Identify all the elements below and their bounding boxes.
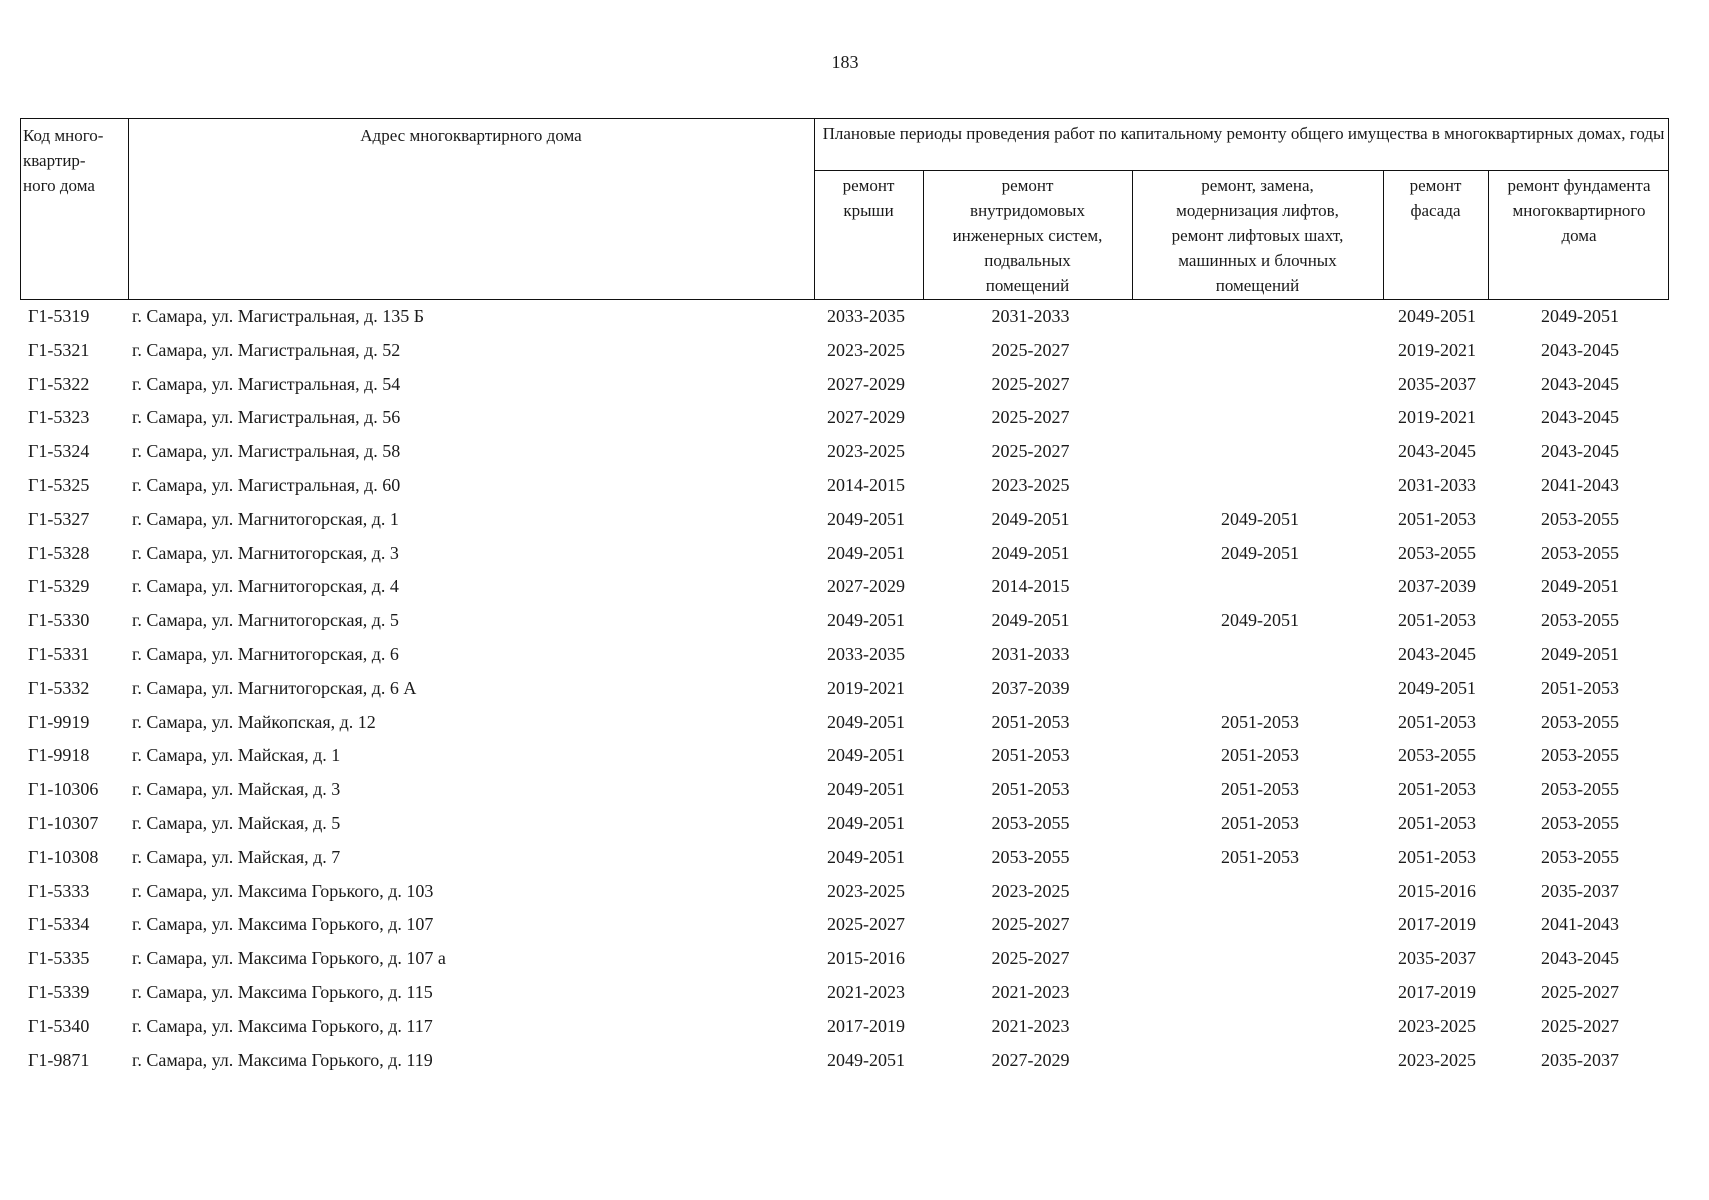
cell-roof: 2033-2035 — [827, 306, 905, 326]
table-row — [20, 1044, 1669, 1078]
table-header — [20, 118, 1669, 300]
cell-foundation: 2041-2043 — [1541, 474, 1619, 495]
cell-code: Г1-5325 — [28, 474, 90, 495]
cell-facade: 2023-2025 — [1398, 1049, 1476, 1070]
cell-lifts: 2051-2053 — [1221, 745, 1299, 766]
table-row — [20, 300, 1669, 334]
cell-foundation: 2053-2055 — [1541, 745, 1619, 766]
cell-lifts: 2049-2051 — [1221, 542, 1299, 563]
cell-foundation: 2053-2055 — [1541, 846, 1619, 867]
cell-lifts: 2051-2053 — [1221, 711, 1299, 732]
table-row — [20, 976, 1669, 1010]
cell-foundation: 2049-2051 — [1541, 306, 1619, 326]
cell-foundation: 2025-2027 — [1541, 981, 1619, 1002]
cell-roof: 2049-2051 — [827, 610, 905, 631]
cell-roof: 2023-2025 — [827, 441, 905, 462]
header-roof: ремонт крыши — [842, 176, 895, 220]
cell-foundation: 2053-2055 — [1541, 812, 1619, 833]
cell-systems: 2051-2053 — [991, 779, 1070, 800]
table-row — [20, 570, 1669, 604]
cell-systems: 2037-2039 — [991, 677, 1070, 698]
cell-code: Г1-9918 — [28, 745, 90, 766]
cell-systems: 2021-2023 — [991, 981, 1070, 1002]
cell-systems: 2025-2027 — [991, 441, 1070, 462]
cell-facade: 2035-2037 — [1398, 948, 1476, 969]
cell-facade: 2051-2053 — [1398, 846, 1476, 867]
cell-facade: 2049-2051 — [1398, 306, 1476, 326]
header-systems: ремонт внутридомовых инженерных систем, подвальных помещений — [952, 176, 1103, 295]
cell-code: Г1-10308 — [28, 846, 99, 867]
cell-address: г. Самара, ул. Майкопская, д. 12 — [132, 711, 376, 732]
cell-foundation: 2049-2051 — [1541, 576, 1619, 597]
cell-code: Г1-5329 — [28, 576, 90, 597]
cell-address: г. Самара, ул. Магнитогорская, д. 1 — [132, 508, 399, 529]
cell-address: г. Самара, ул. Максима Горького, д. 107 — [132, 914, 434, 935]
cell-code: Г1-10306 — [28, 779, 99, 800]
cell-roof: 2049-2051 — [827, 508, 905, 529]
cell-foundation: 2035-2037 — [1541, 880, 1619, 901]
cell-code: Г1-5328 — [28, 542, 90, 563]
cell-foundation: 2043-2045 — [1541, 441, 1619, 462]
cell-roof: 2049-2051 — [827, 745, 905, 766]
cell-lifts: 2051-2053 — [1221, 779, 1299, 800]
cell-code: Г1-5331 — [28, 643, 90, 664]
cell-code: Г1-5322 — [28, 373, 90, 394]
table-row — [20, 368, 1669, 402]
cell-address: г. Самара, ул. Магистральная, д. 60 — [132, 474, 401, 495]
cell-code: Г1-5323 — [28, 407, 90, 428]
cell-address: г. Самара, ул. Максима Горького, д. 103 — [132, 880, 434, 901]
cell-address: г. Самара, ул. Магистральная, д. 56 — [132, 407, 401, 428]
header-facade: ремонт фасада — [1409, 176, 1462, 220]
cell-foundation: 2049-2051 — [1541, 643, 1619, 664]
cell-systems: 2049-2051 — [991, 610, 1070, 631]
cell-address: г. Самара, ул. Майская, д. 3 — [132, 779, 341, 800]
cell-roof: 2017-2019 — [827, 1015, 905, 1036]
cell-roof: 2049-2051 — [827, 1049, 905, 1070]
cell-facade: 2017-2019 — [1398, 914, 1476, 935]
cell-roof: 2019-2021 — [827, 677, 905, 698]
cell-address: г. Самара, ул. Майская, д. 1 — [132, 745, 341, 766]
cell-roof: 2027-2029 — [827, 407, 905, 428]
table-row — [20, 604, 1669, 638]
cell-lifts: 2051-2053 — [1221, 812, 1299, 833]
cell-foundation: 2053-2055 — [1541, 610, 1619, 631]
table-row — [20, 773, 1669, 807]
cell-systems: 2021-2023 — [991, 1015, 1070, 1036]
cell-foundation: 2051-2053 — [1541, 677, 1619, 698]
cell-facade: 2051-2053 — [1398, 711, 1476, 732]
table-row — [20, 401, 1669, 435]
cell-systems: 2014-2015 — [991, 576, 1070, 597]
cell-foundation: 2043-2045 — [1541, 407, 1619, 428]
cell-systems: 2051-2053 — [991, 745, 1070, 766]
cell-code: Г1-10307 — [28, 812, 99, 833]
cell-code: Г1-5340 — [28, 1015, 90, 1036]
cell-facade: 2053-2055 — [1398, 745, 1476, 766]
cell-code: Г1-5319 — [28, 306, 90, 326]
cell-address: г. Самара, ул. Магистральная, д. 135 Б — [132, 306, 425, 326]
cell-code: Г1-5335 — [28, 948, 90, 969]
cell-systems: 2023-2025 — [991, 474, 1070, 495]
header-foundation: ремонт фундамента многоквартирного дома — [1507, 176, 1651, 245]
cell-address: г. Самара, ул. Магнитогорская, д. 4 — [132, 576, 399, 597]
cell-facade: 2053-2055 — [1398, 542, 1476, 563]
cell-foundation: 2053-2055 — [1541, 508, 1619, 529]
cell-systems: 2027-2029 — [991, 1049, 1070, 1070]
cell-roof: 2049-2051 — [827, 779, 905, 800]
cell-lifts: 2051-2053 — [1221, 846, 1299, 867]
cell-systems: 2025-2027 — [991, 407, 1070, 428]
table-row — [20, 908, 1669, 942]
cell-roof: 2027-2029 — [827, 576, 905, 597]
cell-address: г. Самара, ул. Магистральная, д. 54 — [132, 373, 401, 394]
cell-systems: 2031-2033 — [991, 306, 1070, 326]
cell-facade: 2019-2021 — [1398, 407, 1476, 428]
cell-roof: 2025-2027 — [827, 914, 905, 935]
cell-facade: 2015-2016 — [1398, 880, 1476, 901]
cell-foundation: 2053-2055 — [1541, 542, 1619, 563]
header-address: Адрес многоквартирного дома — [360, 126, 582, 145]
cell-roof: 2015-2016 — [827, 948, 905, 969]
cell-facade: 2023-2025 — [1398, 1015, 1476, 1036]
cell-systems: 2053-2055 — [991, 812, 1070, 833]
cell-facade: 2051-2053 — [1398, 779, 1476, 800]
cell-foundation: 2041-2043 — [1541, 914, 1619, 935]
cell-roof: 2049-2051 — [827, 846, 905, 867]
cell-systems: 2025-2027 — [991, 948, 1070, 969]
cell-facade: 2051-2053 — [1398, 508, 1476, 529]
cell-foundation: 2043-2045 — [1541, 948, 1619, 969]
table-row — [20, 739, 1669, 773]
cell-code: Г1-5333 — [28, 880, 90, 901]
cell-systems: 2049-2051 — [991, 508, 1070, 529]
cell-foundation: 2025-2027 — [1541, 1015, 1619, 1036]
header-lifts: ремонт, замена, модернизация лифтов, ремонт лифтовых шахт, машинных и блочных помещений — [1171, 176, 1344, 295]
cell-roof: 2023-2025 — [827, 339, 905, 360]
table-row — [20, 503, 1669, 537]
cell-address: г. Самара, ул. Магнитогорская, д. 5 — [132, 610, 399, 631]
cell-facade: 2043-2045 — [1398, 643, 1476, 664]
cell-facade: 2017-2019 — [1398, 981, 1476, 1002]
cell-address: г. Самара, ул. Майская, д. 5 — [132, 812, 341, 833]
cell-facade: 2049-2051 — [1398, 677, 1476, 698]
table-row — [20, 672, 1669, 706]
cell-facade: 2051-2053 — [1398, 610, 1476, 631]
cell-facade: 2031-2033 — [1398, 474, 1476, 495]
cell-roof: 2021-2023 — [827, 981, 905, 1002]
cell-address: г. Самара, ул. Магистральная, д. 58 — [132, 441, 401, 462]
page-number: 183 — [831, 52, 859, 72]
table-row — [20, 435, 1669, 469]
cell-facade: 2051-2053 — [1398, 812, 1476, 833]
table-row — [20, 807, 1669, 841]
table-row — [20, 875, 1669, 909]
cell-code: Г1-5332 — [28, 677, 90, 698]
cell-facade: 2035-2037 — [1398, 373, 1476, 394]
cell-address: г. Самара, ул. Магистральная, д. 52 — [132, 339, 401, 360]
cell-systems: 2031-2033 — [991, 643, 1070, 664]
cell-address: г. Самара, ул. Майская, д. 7 — [132, 846, 341, 867]
table-row — [20, 1010, 1669, 1044]
cell-roof: 2014-2015 — [827, 474, 905, 495]
cell-systems: 2025-2027 — [991, 373, 1070, 394]
cell-systems: 2051-2053 — [991, 711, 1070, 732]
cell-code: Г1-5327 — [28, 508, 90, 529]
cell-address: г. Самара, ул. Магнитогорская, д. 6 — [132, 643, 399, 664]
cell-foundation: 2053-2055 — [1541, 779, 1619, 800]
cell-address: г. Самара, ул. Магнитогорская, д. 3 — [132, 542, 399, 563]
cell-roof: 2049-2051 — [827, 542, 905, 563]
header-code: Код много- квартир- ного дома — [23, 126, 104, 195]
cell-roof: 2049-2051 — [827, 711, 905, 732]
table-row — [20, 942, 1669, 976]
cell-roof: 2033-2035 — [827, 643, 905, 664]
cell-foundation: 2053-2055 — [1541, 711, 1619, 732]
cell-systems: 2025-2027 — [991, 914, 1070, 935]
cell-systems: 2023-2025 — [991, 880, 1070, 901]
table-row — [20, 334, 1669, 368]
cell-lifts: 2049-2051 — [1221, 508, 1299, 529]
cell-systems: 2053-2055 — [991, 846, 1070, 867]
cell-foundation: 2035-2037 — [1541, 1049, 1619, 1070]
cell-systems: 2025-2027 — [991, 339, 1070, 360]
cell-facade: 2019-2021 — [1398, 339, 1476, 360]
table-row — [20, 638, 1669, 672]
table-row — [20, 469, 1669, 503]
table-body — [20, 300, 1669, 1077]
table-row — [20, 706, 1669, 740]
cell-address: г. Самара, ул. Магнитогорская, д. 6 А — [132, 677, 417, 698]
cell-code: Г1-5330 — [28, 610, 90, 631]
table-row — [20, 841, 1669, 875]
cell-code: Г1-5334 — [28, 914, 90, 935]
table-row — [20, 537, 1669, 571]
cell-foundation: 2043-2045 — [1541, 339, 1619, 360]
cell-roof: 2027-2029 — [827, 373, 905, 394]
cell-roof: 2023-2025 — [827, 880, 905, 901]
cell-lifts: 2049-2051 — [1221, 610, 1299, 631]
cell-address: г. Самара, ул. Максима Горького, д. 107 а — [132, 948, 446, 969]
cell-code: Г1-5321 — [28, 339, 90, 360]
cell-systems: 2049-2051 — [991, 542, 1070, 563]
cell-address: г. Самара, ул. Максима Горького, д. 115 — [132, 981, 433, 1002]
cell-facade: 2043-2045 — [1398, 441, 1476, 462]
cell-code: Г1-5339 — [28, 981, 90, 1002]
header-group: Плановые периоды проведения работ по капитальному ремонту общего имущества в многоквартирных домах, годы — [822, 124, 1665, 143]
row-divider — [814, 170, 1668, 171]
cell-address: г. Самара, ул. Максима Горького, д. 119 — [132, 1049, 433, 1070]
cell-foundation: 2043-2045 — [1541, 373, 1619, 394]
cell-code: Г1-9919 — [28, 711, 90, 732]
cell-code: Г1-9871 — [28, 1049, 90, 1070]
cell-roof: 2049-2051 — [827, 812, 905, 833]
cell-address: г. Самара, ул. Максима Горького, д. 117 — [132, 1015, 433, 1036]
cell-code: Г1-5324 — [28, 441, 90, 462]
cell-facade: 2037-2039 — [1398, 576, 1476, 597]
